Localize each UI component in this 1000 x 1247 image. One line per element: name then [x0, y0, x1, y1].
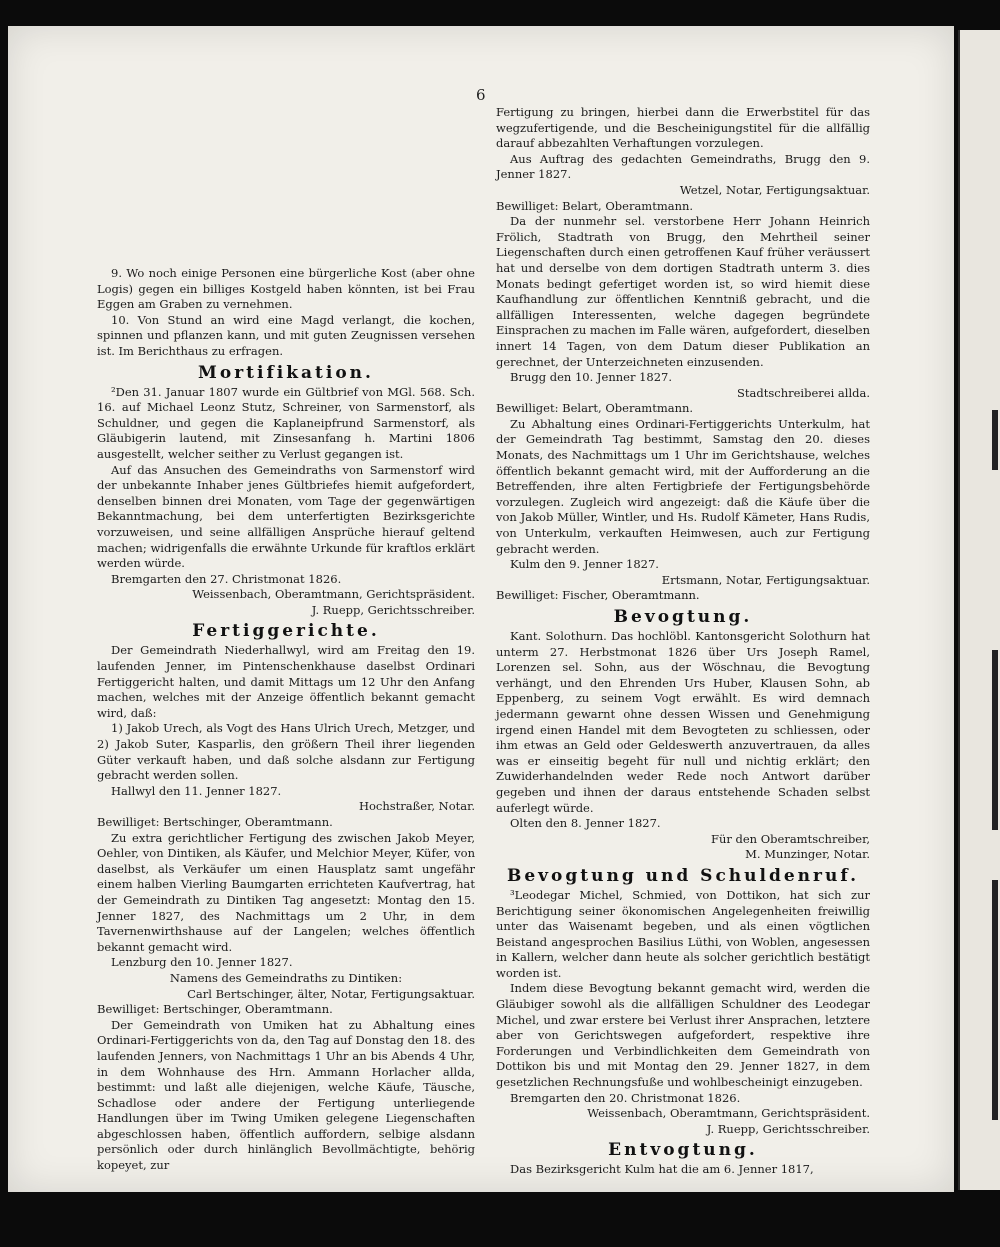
- fertiggericht-signature: Wetzel, Notar, Fertigungsaktuar.: [679, 182, 870, 197]
- fertiggericht-approval: Bewilliget: Belart, Oberamtmann.: [496, 401, 694, 416]
- left-column: [97, 266, 475, 1174]
- fertiggericht-signature: Ertsmann, Notar, Fertigungsaktuar.: [661, 572, 870, 587]
- bevogtung-schuldenruf-signature: Weissenbach, Oberamtmann, Gerichtspräsident.: [587, 1106, 870, 1121]
- mortifikation-signature: Weissenbach, Oberamtmann, Gerichtspräsident.: [192, 587, 475, 602]
- fertiggericht-paragraph: Der Gemeindrath von Umiken hat zu Abhaltung eines Ordinari-Fertiggerichts von da, den Tag auf Donstag den 18. des laufenden Jenners, von Nachmittags 1 Uhr an bis Abends 4 Uhr, in dem Wohnhause des Hrn. Ammann Horlacher allda, bestimmt: und laßt alle diejenigen, welche Käufe, Täusche, Schadlose oder andere der Fertigung unterliegende Handlungen über im Twing Umiken gelegene Liegenschaften abgeschlossen haben, öffentlich auffordern, selbige alsdann persönlich oder durch hinlänglich Bevollmächtigte, behörig kopeyet, zur: [97, 1017, 475, 1173]
- bevogtung-paragraph: Kant. Solothurn. Das hochlöbl. Kantonsgericht Solothurn hat unterm 27. Herbstmonat 1826 über Urs Joseph Ramel, Lorenzen sel. Sohn, aus der Wöschnau, die Bevogtung verhängt, und den Ehrenden Urs Huber, Klausen Sohn, ab Eppenberg, zu seinem Vogt erwählt. Es wird demnach jedermann gewarnt ohne dessen Wissen und Genehmigung irgend einen Handel mit dem Bevogteten zu schliessen, oder ihm etwas an Geld oder Geldeswerth anzuvertrauen, da alles was er einseitig begeht für null und nichtig erklärt; den Zuwiderhandelnden weder Rede noch Antwort darüber gegeben und ihnen der daraus entstehende Schaden selbst auferlegt würde.: [496, 629, 870, 815]
- fertiggericht-paragraph: 1) Jakob Urech, als Vogt des Hans Ulrich Urech, Metzger, und 2) Jakob Suter, Kasparlis, den größern Theil ihrer liegenden Güter verkauft haben, und daß solche alsdann zur Fertigung gebracht werden sollen.: [97, 721, 475, 783]
- bevogtung-signature: M. Munzinger, Notar.: [745, 847, 870, 862]
- fertiggericht-approval: Bewilliget: Fischer, Oberamtmann.: [496, 588, 700, 603]
- bevogtung-schuldenruf-paragraph: ³Leodegar Michel, Schmied, von Dottikon, hat sich zur Berichtigung seiner ökonomischen Angelegenheiten freiwillig unter das Waisenamt begeben, und als einen vögtlichen Beistand angesprochen Basilius Lüthi, von Woblen, angesessen in Kallern, welcher dann heute als solcher gerichtlich bestätigt worden ist.: [496, 887, 870, 980]
- bevogtung-schuldenruf-heading: Bevogtung und Schuldenruf.: [506, 865, 859, 886]
- fertiggerichte-heading: Fertiggerichte.: [192, 621, 380, 642]
- fertiggericht-date: Brugg den 10. Jenner 1827.: [510, 370, 673, 385]
- fertiggericht-approval: Bewilliget: Bertschinger, Oberamtmann.: [97, 1002, 333, 1017]
- fertiggericht-date: Hallwyl den 11. Jenner 1827.: [111, 783, 282, 798]
- fertiggericht-signature: Hochstraßer, Notar.: [358, 799, 475, 814]
- bevogtung-schuldenruf-signature: J. Ruepp, Gerichtsschreiber.: [706, 1121, 870, 1136]
- bleed-through: [118, 106, 488, 276]
- bevogtung-heading: Bevogtung.: [613, 607, 753, 627]
- fertiggericht-approval: Bewilliget: Bertschinger, Oberamtmann.: [97, 815, 333, 829]
- entvogtung-heading: Entvogtung.: [608, 1140, 758, 1161]
- entvogtung-paragraph: Das Bezirksgericht Kulm hat die am 6. Jenner 1817,: [510, 1162, 814, 1177]
- mortifikation-paragraph: Auf das Ansuchen des Gemeindraths von Sarmenstorf wird der unbekannte Inhaber jenes Gültbriefes hiemit aufgefordert, denselben binnen drei Monaten, vom Tage der gegenwärtigen Bekanntmachung, bei dem unterfertigten Bezirksgerichte vorzuweisen, und seine allfälligen Ansprüche hierauf geltend machen; widrigenfalls die erwähnte Urkunde für kraftlos erklärt werden würde.: [97, 462, 475, 571]
- fertiggericht-paragraph: Zu Abhaltung eines Ordinari-Fertiggerichts Unterkulm, hat der Gemeindrath Tag bestimmt, Samstag den 20. dieses Monats, des Nachmittags um 1 Uhr im Gerichtshause, welches öffentlich bekannt gemacht wird, mit der Aufforderung an die Betreffenden, ihre alten Fertigbriefe der Fertigungsbehörde vorzulegen. Zugleich wird angezeigt: daß die Käufe über die von Jakob Müller, Wintler, und Hs. Rudolf Kämeter, Hans Rudis, von Unterkulm, verkauften Heimwesen, auch zur Fertigung gebracht werden.: [496, 416, 870, 556]
- fertiggericht-paragraph: Zu extra gerichtlicher Fertigung des zwischen Jakob Meyer, Oehler, von Dintiken, als Käufer, und Melchior Meyer, Küfer, von daselbst, als Verkäufer um einen Hausplatz samt ungefähr einem halben Vierling Baumgarten errichteten Kaufvertrag, hat der Gemeindrath zu Dintiken Tag angesetzt: Montag den 15. Jenner 1827, des Nachmittags um 2 Uhr, in dem Tavernenwirthshause auf der Langelen; welches öffentlich bekannt gemacht wird.: [97, 830, 475, 954]
- fertiggericht-approval: Bewilliget: Belart, Oberamtmann.: [496, 198, 694, 213]
- bevogtung-schuldenruf-date: Bremgarten den 20. Christmonat 1826.: [510, 1090, 741, 1105]
- fertiggericht-paragraph: Da der nunmehr sel. verstorbene Herr Johann Heinrich Frölich, Stadtrath von Brugg, den Mehrtheil seiner Liegenschaften durch einen getroffenen Kauf früher veräussert hat und derselbe von dem dortigen Stadtrath unterm 3. dies Monats bedingt gefertiget worden ist, so wird hiemit diese Kaufhandlung zur öffentlichen Kenntniß gebracht, und die allfälligen Interessenten, welche dagegen begründete Einsprachen zu machen im Falle wären, aufgefordert, dieselben innert 14 Tagen, von dem Datum dieser Publikation an gerechnet, der Unterzeichneten einzusenden.: [496, 214, 871, 369]
- fertiggericht-signature: Stadtschreiberei allda.: [737, 385, 870, 400]
- edge-mark: [992, 880, 998, 1120]
- mortifikation-signature: J. Ruepp, Gerichtsschreiber.: [311, 602, 475, 617]
- fertiggericht-paragraph: Der Gemeindrath Niederhallwyl, wird am Freitag den 19. laufenden Jenner, im Pintenschenkhause daselbst Ordinari Fertiggericht halten, und damit Mittags um 12 Uhr den Anfang machen, welches mit der Anzeige öffentlich bekannt gemacht wird, daß:: [97, 643, 475, 720]
- fertiggericht-date: Kulm den 9. Jenner 1827.: [510, 557, 659, 572]
- edge-mark: [992, 410, 998, 470]
- bevogtung-date: Olten den 8. Jenner 1827.: [510, 816, 661, 831]
- right-column: [496, 105, 870, 1178]
- mortifikation-date: Bremgarten den 27. Christmonat 1826.: [111, 571, 342, 586]
- mortifikation-heading: Mortifikation.: [198, 362, 374, 383]
- mortifikation-paragraph: ²Den 31. Januar 1807 wurde ein Gültbrief von MGl. 568. Sch. 16. auf Michael Leonz Stutz, Schreiner, von Sarmenstorf, als Schuldner, und gegen die Kaplaneipfrund Sarmenstorf, als Gläubigerin lautend, mit Zinsesanfang h. Martini 1806 ausgestellt, welcher seither zu Verlust gegangen ist.: [97, 384, 475, 461]
- notice-10: 10. Von Stund an wird eine Magd verlangt, die kochen, spinnen und pflanzen kann, und mit guten Zeugnissen versehen ist. Im Berichthaus zu erfragen.: [97, 312, 475, 358]
- fertiggericht-signature: Namens des Gemeindraths zu Dintiken:: [169, 970, 403, 985]
- fertiggericht-signature: Carl Bertschinger, älter, Notar, Fertigungsaktuar.: [187, 986, 475, 1001]
- fertiggericht-date: Aus Auftrag des gedachten Gemeindraths, Brugg den 9. Jenner 1827.: [496, 151, 870, 182]
- page-number: 6: [476, 86, 486, 104]
- bevogtung-signature: Für den Oberamtschreiber,: [710, 831, 870, 846]
- fertiggericht-date: Lenzburg den 10. Jenner 1827.: [111, 955, 293, 970]
- adjacent-page-edge: [958, 30, 1000, 1190]
- bevogtung-schuldenruf-paragraph: Indem diese Bevogtung bekannt gemacht wird, werden die Gläubiger sowohl als die allfälligen Schuldner des Leodegar Michel, und zwar erstere bei Verlust ihrer Ansprachen, letztere aber von Gerichtswegen aufgefordert, respektive ihre Forderungen und Verbindlichkeiten dem Gemeindrath von Dottikon bis und mit Montag den 29. Jenner 1827, in dem gesetzlichen Rechnungsfuße und wohlbescheinigt einzugeben.: [496, 981, 870, 1090]
- fertiggericht-paragraph-continued: Fertigung zu bringen, hierbei dann die Erwerbstitel für das wegzufertigende, und die Bescheinigungstitel für die allfällig darauf abbezahlten Verhaftungen vorzulegen.: [496, 105, 870, 151]
- notice-9: 9. Wo noch einige Personen eine bürgerliche Kost (aber ohne Logis) gegen ein billiges Kostgeld haben könnten, ist bei Frau Eggen am Graben zu vernehmen.: [97, 266, 475, 312]
- edge-mark: [992, 650, 998, 830]
